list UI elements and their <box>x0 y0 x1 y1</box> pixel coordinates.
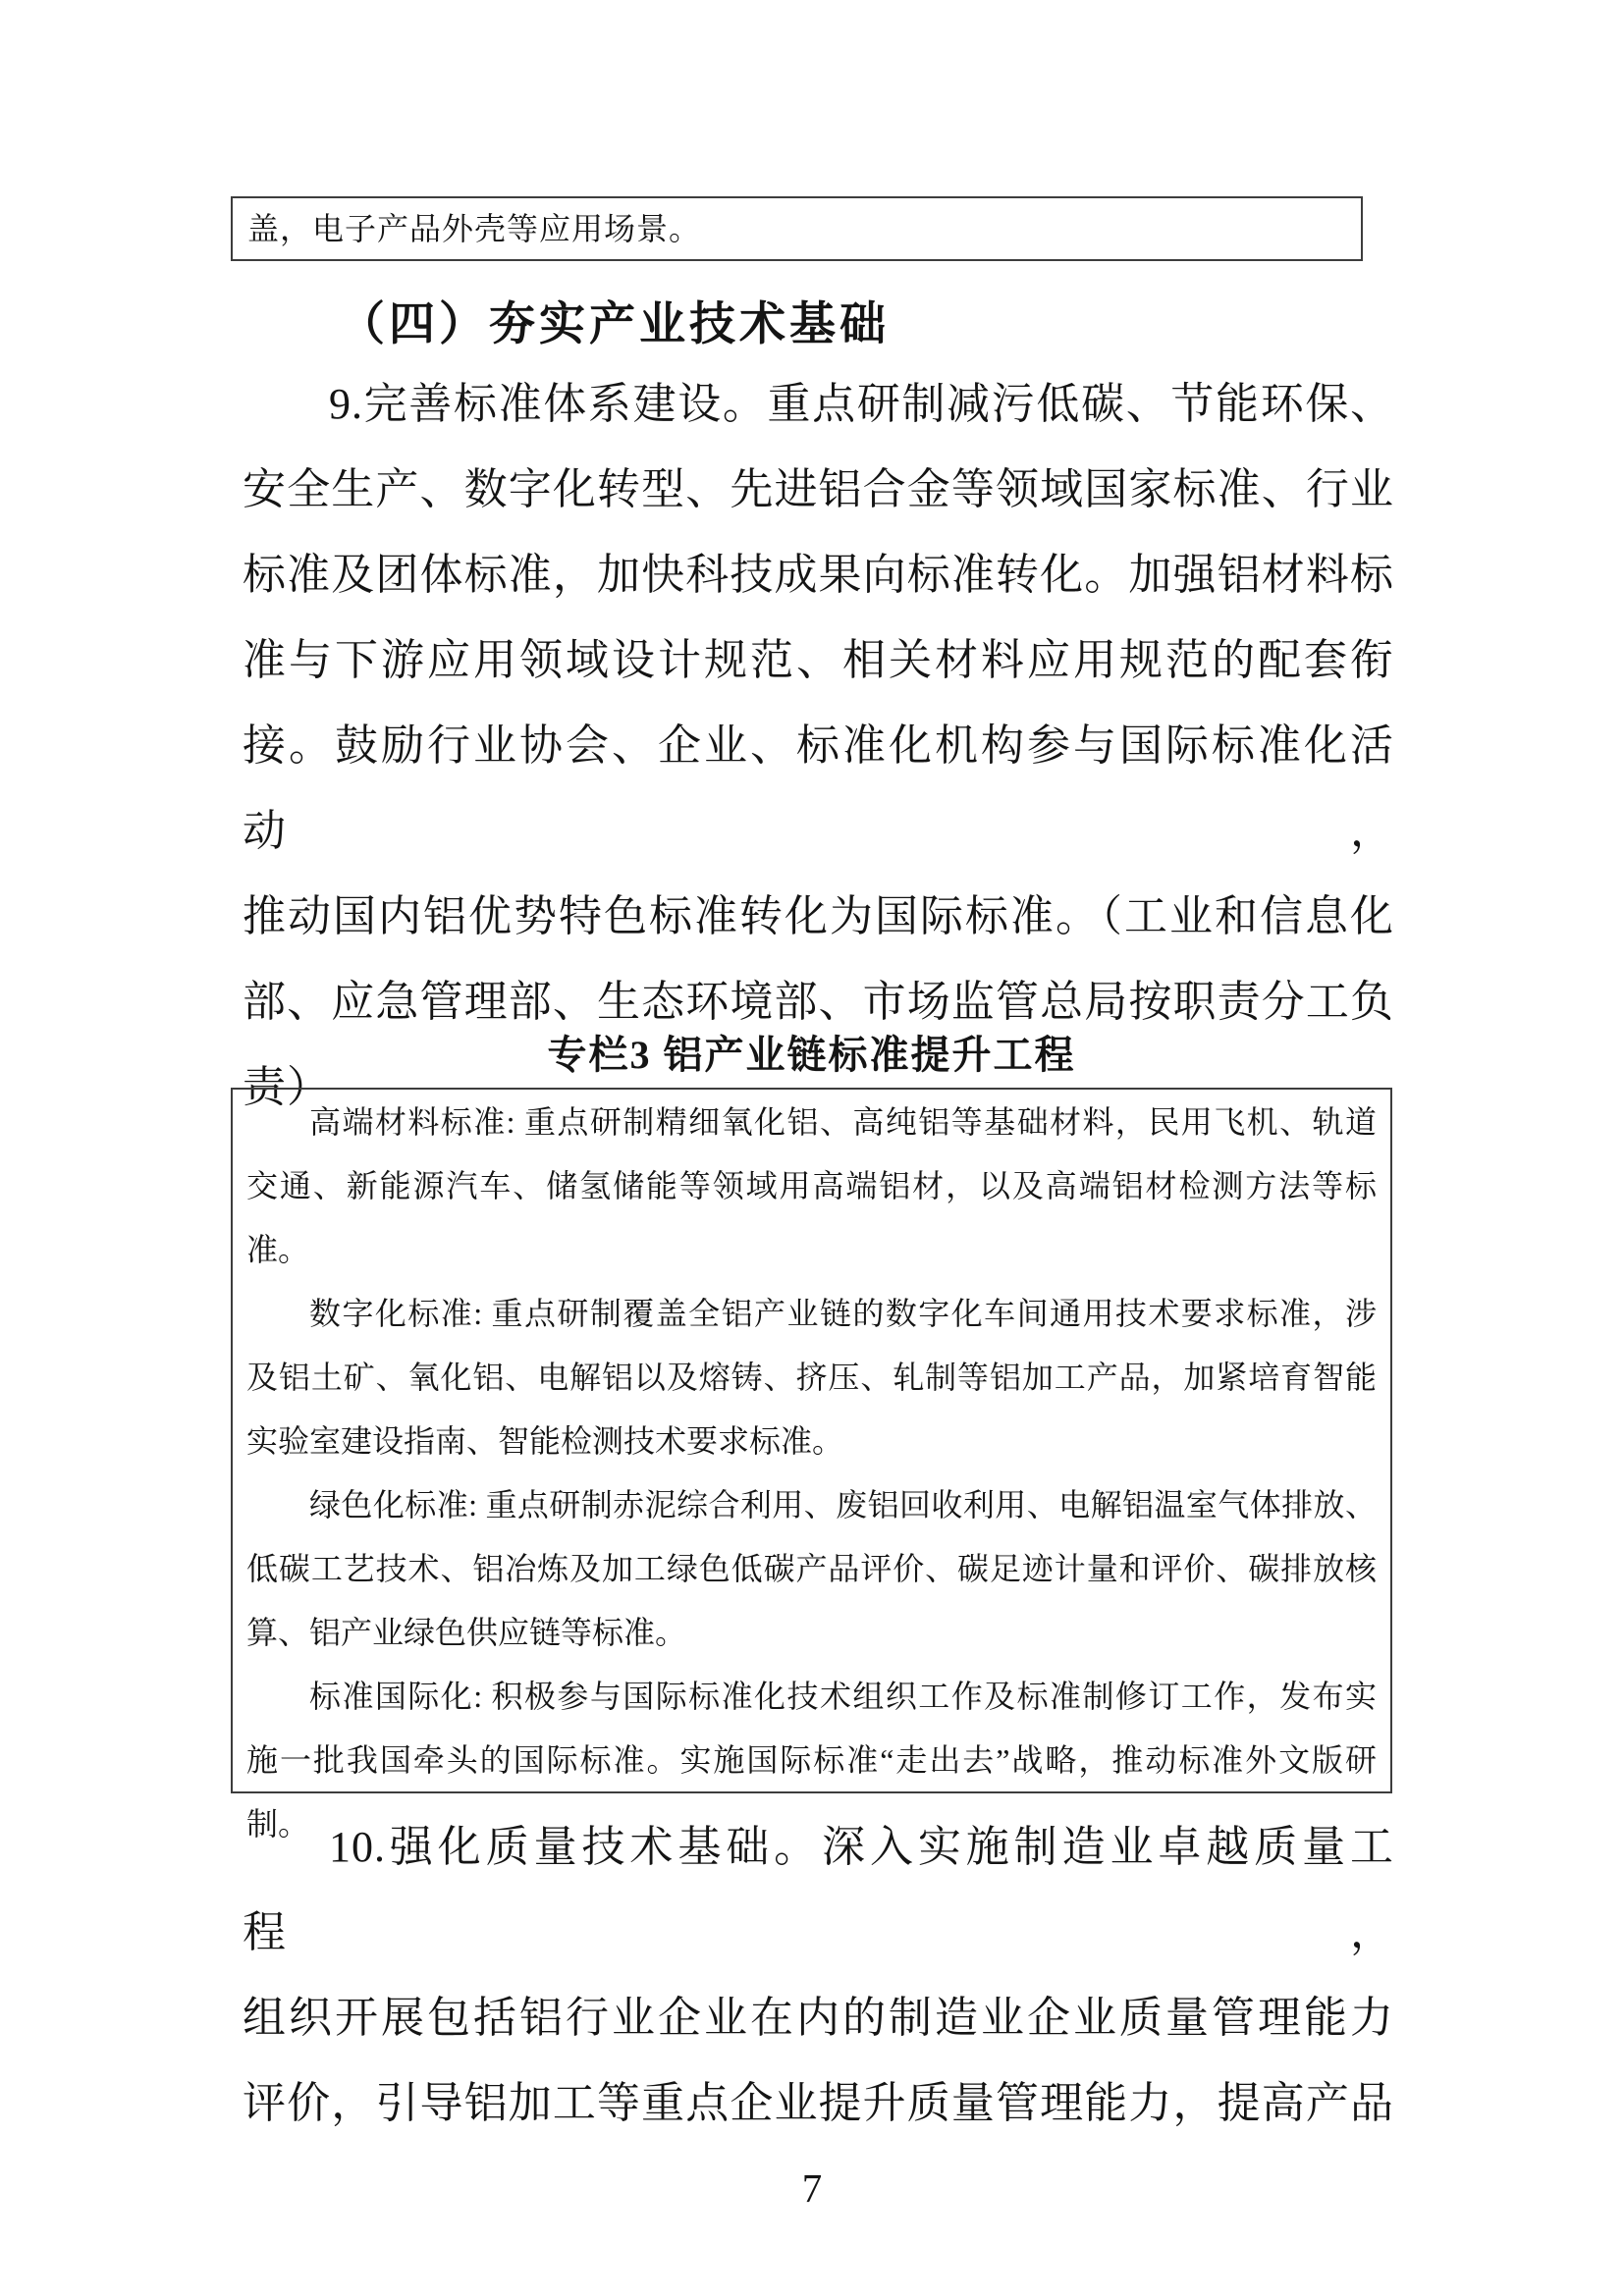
text-line: 安全生产、数字化转型、先进铝合金等领域国家标准、行业 <box>243 465 1394 513</box>
continuation-box <box>231 196 1363 261</box>
text-line: 制。 <box>246 1806 310 1842</box>
text-line: 算、铝产业绿色供应链等标准。 <box>246 1615 687 1650</box>
box-paragraph-digitalization <box>246 1282 1377 1473</box>
text-line: 高端材料标准: 重点研制精细氧化铝、高纯铝等基础材料，民用飞机、轨道 <box>309 1104 1377 1140</box>
text-line: 推动国内铝优势特色标准转化为国际标准。（工业和信息化 <box>243 892 1394 940</box>
continuation-box-text: 盖，电子产品外壳等应用场景。 <box>247 211 702 246</box>
text-line: 交通、新能源汽车、储氢储能等领域用高端铝材，以及高端铝材检测方法等标准。 <box>246 1168 1377 1267</box>
text-line: 实验室建设指南、智能检测技术要求标准。 <box>246 1423 844 1459</box>
text-line: 施一批我国牵头的国际标准。实施国际标准“走出去”战略，推动标准外文版研 <box>246 1742 1377 1778</box>
page-number: 7 <box>801 2165 823 2211</box>
text-line: 责） <box>243 1063 331 1111</box>
text-line: 标准及团体标准，加快科技成果向标准转化。加强铝材料标 <box>243 551 1394 599</box>
text-line: 绿色化标准: 重点研制赤泥综合利用、废铝回收利用、电解铝温室气体排放、 <box>309 1487 1377 1522</box>
text-line: 9.完善标准体系建设。重点研制减污低碳、节能环保、 <box>329 380 1394 428</box>
text-line: 接。鼓励行业协会、企业、标准化机构参与国际标准化活动， <box>243 721 1394 855</box>
box-paragraph-high-end-materials <box>246 1091 1377 1282</box>
text-line: 评价，引导铝加工等重点企业提升质量管理能力，提高产品 <box>243 2079 1394 2127</box>
text-line: 组织开展包括铝行业企业在内的制造业企业质量管理能力 <box>243 1994 1394 2042</box>
paragraph-9 <box>243 361 1394 1130</box>
text-line: 标准国际化: 积极参与国际标准化技术组织工作及标准制修订工作，发布实 <box>309 1679 1377 1714</box>
text-line: 数字化标准: 重点研制覆盖全铝产业链的数字化车间通用技术要求标准，涉 <box>309 1296 1377 1331</box>
text-line: 部、应急管理部、生态环境部、市场监管总局按职责分工负 <box>243 978 1394 1026</box>
paragraph-10 <box>243 1804 1394 2146</box>
column-box <box>231 1088 1392 1842</box>
section-heading: （四）夯实产业技术基础 <box>339 299 890 350</box>
text-line: 及铝土矿、氧化铝、电解铝以及熔铸、挤压、轧制等铝加工产品，加紧培育智能 <box>246 1360 1377 1395</box>
text-line: 低碳工艺技术、铝冶炼及加工绿色低碳产品评价、碳足迹计量和评价、碳排放核 <box>246 1551 1377 1586</box>
column-box-title: 专栏3 铝产业链标准提升工程 <box>547 1033 1076 1077</box>
text-line: 10.强化质量技术基础。深入实施制造业卓越质量工程， <box>243 1823 1394 1956</box>
text-line: 准与下游应用领域设计规范、相关材料应用规范的配套衔 <box>243 636 1394 684</box>
box-paragraph-green <box>246 1473 1377 1665</box>
